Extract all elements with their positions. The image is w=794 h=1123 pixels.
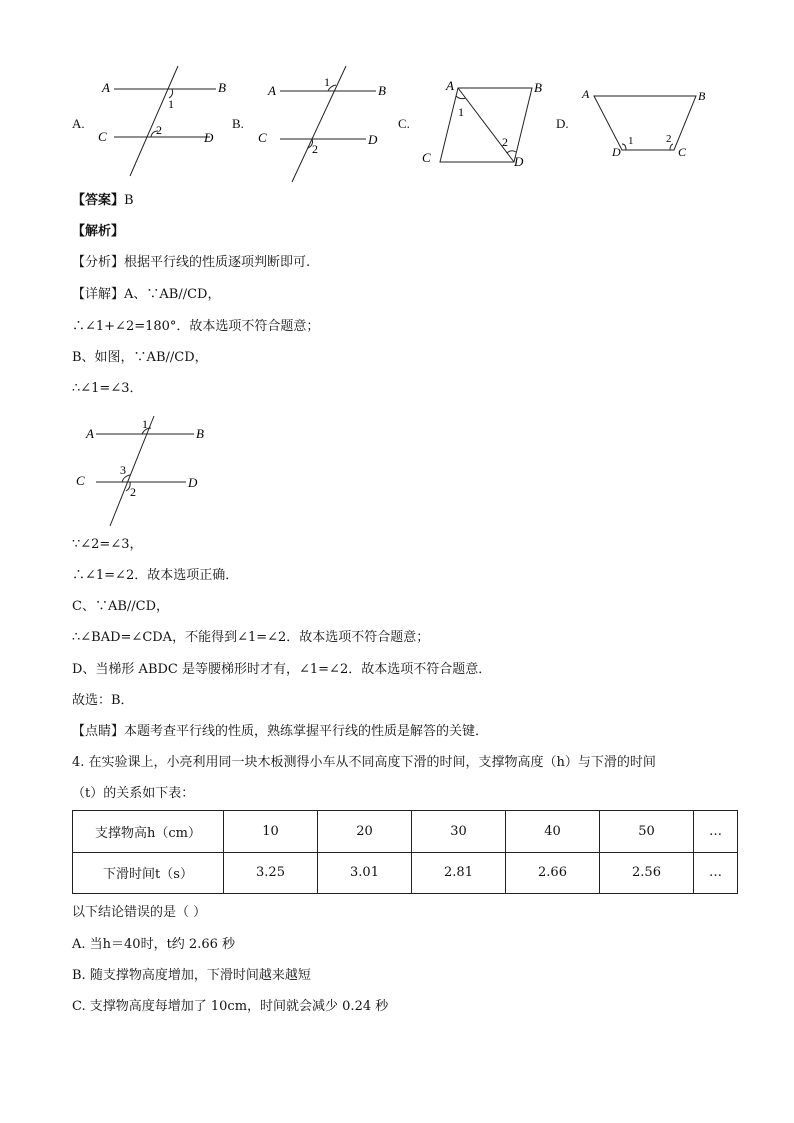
point-d: D bbox=[368, 132, 378, 147]
table-cell: 2.56 bbox=[600, 852, 694, 894]
point-c: C bbox=[678, 145, 687, 159]
question-4-line-2: （t）的关系如下表： bbox=[72, 786, 195, 801]
angle-1-label: 1 bbox=[458, 105, 464, 119]
solution-line-2: B、如图，∵AB//CD， bbox=[72, 350, 208, 365]
angle-2-label: 2 bbox=[156, 123, 162, 137]
figure-option-c bbox=[418, 76, 548, 172]
point-a: A bbox=[102, 80, 110, 95]
dianjing-tag: 【点睛】 bbox=[72, 724, 125, 739]
angle-1-label: 1 bbox=[142, 417, 148, 431]
choice-c: C. 支撑物高度每增加了 10cm，时间就会减少 0.24 秒 bbox=[72, 999, 389, 1014]
table-cell: 2.81 bbox=[412, 852, 506, 894]
solution-line-9: 故选：B． bbox=[72, 693, 134, 708]
point-a: A bbox=[268, 83, 276, 98]
figure-option-a bbox=[92, 62, 232, 182]
point-a: A bbox=[446, 78, 454, 93]
table-cell: 50 bbox=[600, 811, 694, 853]
transversal bbox=[130, 66, 178, 176]
point-d: D bbox=[612, 145, 621, 159]
option-c-label: C. bbox=[398, 116, 410, 131]
table-cell: 30 bbox=[412, 811, 506, 853]
xiangjie-text: A、∵AB//CD， bbox=[124, 287, 221, 302]
choice-a: A. 当h＝40时，t约 2.66 秒 bbox=[72, 937, 236, 952]
point-c: C bbox=[258, 130, 267, 145]
table-row bbox=[73, 811, 738, 853]
answer-tag: 【答案】 bbox=[72, 193, 125, 208]
table-cell: 20 bbox=[318, 811, 412, 853]
transversal bbox=[292, 66, 346, 182]
point-d: D bbox=[204, 130, 214, 145]
solution-line-6: C、∵AB//CD， bbox=[72, 599, 170, 614]
table-cell: … bbox=[694, 811, 738, 853]
question-4-prompt: 以下结论错误的是（ ） bbox=[72, 905, 207, 920]
point-c: C bbox=[98, 129, 107, 144]
question-4-line-1: 4. 在实验课上，小亮利用同一块木板测得小车从不同高度下滑的时间，支撑物高度（h）与下滑的时间 bbox=[72, 755, 656, 770]
transversal bbox=[110, 416, 154, 526]
table-cell: … bbox=[694, 852, 738, 894]
table-cell: 40 bbox=[506, 811, 600, 853]
angle-2-label: 2 bbox=[130, 485, 136, 499]
table-cell: 3.01 bbox=[318, 852, 412, 894]
choice-b: B. 随支撑物高度增加，下滑时间越来越短 bbox=[72, 968, 311, 983]
answer-value: B bbox=[124, 193, 134, 208]
point-b: B bbox=[378, 83, 386, 98]
trapezoid bbox=[594, 96, 696, 150]
dianjing-line bbox=[72, 723, 488, 741]
point-b: B bbox=[218, 80, 226, 95]
angle-1-label: 1 bbox=[628, 135, 634, 147]
table-cell: 2.66 bbox=[506, 852, 600, 894]
point-a: A bbox=[86, 426, 94, 441]
option-a-label: A. bbox=[72, 116, 85, 131]
solution-line-8: D、当梯形 ABDC 是等腰梯形时才有，∠1=∠2．故本选项不符合题意． bbox=[72, 662, 492, 677]
solution-line-3: ∴∠1=∠3． bbox=[72, 381, 143, 396]
point-d: D bbox=[514, 154, 524, 169]
solution-line-1: ∴∠1+∠2=180°．故本选项不符合题意； bbox=[72, 319, 320, 334]
table-row bbox=[73, 852, 738, 894]
table-cell: 10 bbox=[224, 811, 318, 853]
angle-2-label: 2 bbox=[502, 135, 508, 149]
dianjing-text: 本题考查平行线的性质，熟练掌握平行线的性质是解答的关键． bbox=[124, 724, 489, 739]
answer-line bbox=[72, 192, 134, 210]
diagonal-ad bbox=[458, 88, 514, 162]
row-header-height: 支撑物高h（cm） bbox=[73, 811, 224, 853]
point-b: B bbox=[534, 80, 542, 95]
row-header-time: 下滑时间t（s） bbox=[73, 852, 224, 894]
angle-3-label: 3 bbox=[120, 463, 126, 477]
xiangjie-line bbox=[72, 286, 220, 304]
option-b-label: B. bbox=[232, 116, 244, 131]
figure-b-explanation bbox=[72, 410, 222, 530]
analysis-tag: 【解析】 bbox=[72, 224, 125, 239]
point-c: C bbox=[422, 150, 431, 165]
solution-line-4: ∵∠2=∠3， bbox=[72, 537, 143, 552]
angle-1-label: 1 bbox=[168, 97, 174, 111]
point-d: D bbox=[188, 475, 198, 490]
point-c: C bbox=[76, 473, 85, 488]
height-time-table bbox=[72, 810, 738, 894]
point-b: B bbox=[196, 426, 204, 441]
angle-2-arc bbox=[507, 151, 516, 153]
angle-2-label: 2 bbox=[312, 142, 318, 156]
angle-2-label: 2 bbox=[666, 133, 672, 145]
table-cell: 3.25 bbox=[224, 852, 318, 894]
figure-option-d bbox=[576, 84, 716, 160]
solution-line-5: ∴∠1=∠2．故本选项正确． bbox=[72, 568, 239, 583]
option-d-label: D. bbox=[556, 116, 569, 131]
solution-line-7: ∴∠BAD=∠CDA，不能得到∠1=∠2．故本选项不符合题意； bbox=[72, 630, 430, 645]
xiangjie-tag: 【详解】 bbox=[72, 287, 125, 302]
angle-1-arc bbox=[622, 144, 626, 150]
fenxi-line bbox=[72, 254, 310, 272]
angle-1-label: 1 bbox=[324, 75, 330, 89]
fenxi-text: 根据平行线的性质逐项判断即可. bbox=[124, 255, 311, 270]
fenxi-tag: 【分析】 bbox=[72, 255, 125, 270]
point-a: A bbox=[582, 87, 590, 101]
point-b: B bbox=[698, 89, 706, 103]
analysis-tag-line bbox=[72, 223, 124, 241]
figure-option-b bbox=[254, 62, 394, 184]
